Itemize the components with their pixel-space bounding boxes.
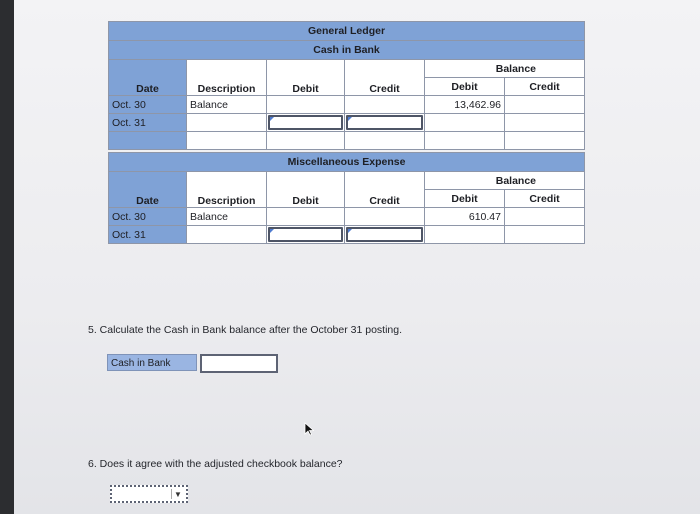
- row-balance-debit: 13,462.96: [425, 96, 505, 114]
- balance-credit-header: Credit: [505, 190, 585, 208]
- ledger-row: [109, 96, 585, 114]
- row-credit: [345, 96, 425, 114]
- cash-in-bank-label: Cash in Bank: [107, 354, 197, 371]
- row-balance-debit: 610.47: [425, 208, 505, 226]
- balance-credit-header: Credit: [505, 78, 585, 96]
- cash-ledger-table: [108, 21, 585, 150]
- ledger-row: [109, 208, 585, 226]
- input-box[interactable]: [268, 115, 343, 130]
- balance-debit-header: Debit: [425, 78, 505, 96]
- ledger-subtitle: Cash in Bank: [109, 41, 585, 60]
- oct31-credit-input[interactable]: [345, 114, 425, 132]
- empty-cell: [187, 132, 267, 150]
- empty-cell: [109, 132, 187, 150]
- description-col-header: Description: [187, 172, 267, 208]
- empty-cell: [425, 132, 505, 150]
- balance-header: Balance: [425, 60, 585, 78]
- mouse-cursor-icon: [304, 422, 314, 436]
- date-col-header: Date: [109, 60, 187, 96]
- input-box[interactable]: [268, 227, 343, 242]
- row-balance-debit: [425, 226, 505, 244]
- row-description: [187, 114, 267, 132]
- row-balance-credit: [505, 114, 585, 132]
- row-date: Oct. 31: [109, 114, 187, 132]
- description-col-header: Description: [187, 60, 267, 96]
- empty-cell: [505, 132, 585, 150]
- debit-col-header: Debit: [267, 60, 345, 96]
- balance-header: Balance: [425, 172, 585, 190]
- question-5-text: 5. Calculate the Cash in Bank balance after the October 31 posting.: [88, 324, 403, 336]
- row-balance-debit: [425, 114, 505, 132]
- row-debit: [267, 208, 345, 226]
- row-balance-credit: [505, 208, 585, 226]
- oct31-debit-input[interactable]: [267, 114, 345, 132]
- ledger-title: General Ledger: [109, 22, 585, 41]
- row-date: Oct. 30: [109, 208, 187, 226]
- credit-col-header: Credit: [345, 60, 425, 96]
- empty-cell: [267, 132, 345, 150]
- question-6-text: 6. Does it agree with the adjusted checkbook balance?: [88, 458, 343, 470]
- balance-debit-header: Debit: [425, 190, 505, 208]
- agree-dropdown[interactable]: [110, 485, 188, 503]
- ledger-row: [109, 226, 585, 244]
- row-description: [187, 226, 267, 244]
- input-box[interactable]: [346, 115, 423, 130]
- chevron-down-icon[interactable]: ▼: [171, 489, 184, 499]
- cash-in-bank-input[interactable]: [200, 354, 278, 373]
- misc-oct31-credit-input[interactable]: [345, 226, 425, 244]
- row-date: Oct. 31: [109, 226, 187, 244]
- misc-ledger-table: [108, 152, 585, 244]
- row-date: Oct. 30: [109, 96, 187, 114]
- empty-cell: [345, 132, 425, 150]
- row-description: Balance: [187, 208, 267, 226]
- misc-oct31-debit-input[interactable]: [267, 226, 345, 244]
- row-balance-credit: [505, 96, 585, 114]
- row-balance-credit: [505, 226, 585, 244]
- debit-col-header: Debit: [267, 172, 345, 208]
- input-box[interactable]: [346, 227, 423, 242]
- ledger-row: [109, 114, 585, 132]
- date-col-header: Date: [109, 172, 187, 208]
- row-debit: [267, 96, 345, 114]
- row-credit: [345, 208, 425, 226]
- screen-bezel: [0, 0, 14, 514]
- worksheet-page: [14, 0, 700, 514]
- row-description: Balance: [187, 96, 267, 114]
- credit-col-header: Credit: [345, 172, 425, 208]
- ledger-title: Miscellaneous Expense: [109, 153, 585, 172]
